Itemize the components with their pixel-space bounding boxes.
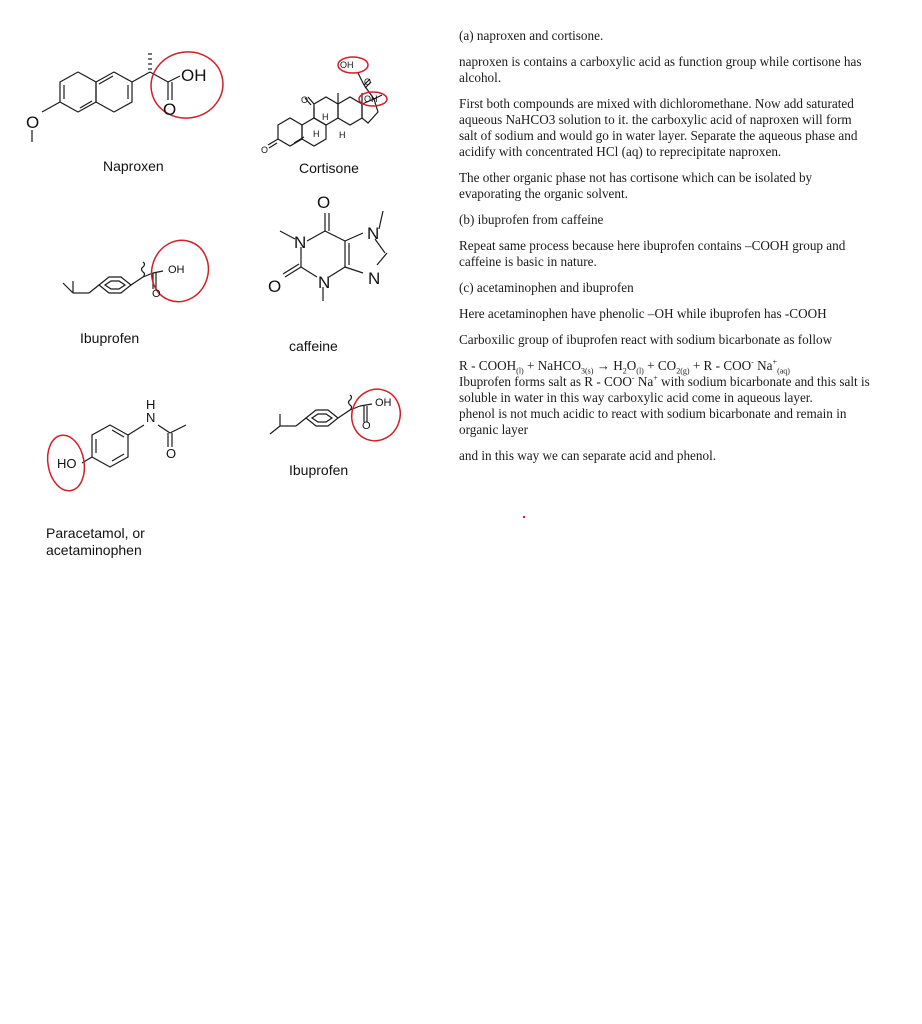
- ibuprofen-left-oh-label: OH: [168, 264, 185, 276]
- part-c-paragraph-5: and in this way we can separate acid and phenol.: [459, 448, 717, 463]
- part-a-paragraph-3: The other organic phase not has cortisone which can be isolated by evaporating the organic solvent.: [459, 170, 813, 201]
- naproxen-oh-label: OH: [181, 66, 207, 85]
- paracetamol-caption-line1: Paracetamol, or: [46, 525, 145, 541]
- ibuprofen-right-skeleton: [262, 382, 412, 452]
- paracetamol-ho-label: HO: [57, 456, 77, 471]
- paracetamol-n-label: N: [146, 410, 156, 425]
- cortisone-side-oh-label: OH: [364, 94, 378, 104]
- naproxen-skeleton: [20, 50, 230, 150]
- part-c-heading: (c) acetaminophen and ibuprofen: [459, 280, 634, 295]
- part-a-paragraph-1: naproxen is contains a carboxylic acid as function group while cortisone has alcohol.: [459, 54, 862, 85]
- ibuprofen-right-o-label: O: [362, 420, 371, 432]
- caffeine-caption: caffeine: [289, 338, 338, 354]
- ibuprofen-left-skeleton: [55, 235, 220, 310]
- ibuprofen-left-caption: Ibuprofen: [80, 330, 140, 346]
- cortisone-11-o-label: O: [301, 95, 309, 105]
- part-c-paragraph-2: Carboxilic group of ibuprofen react with sodium bicarbonate as follow: [459, 332, 833, 347]
- paracetamol-caption-line2: acetaminophen: [46, 542, 142, 558]
- caffeine-n1-label: N: [294, 233, 307, 252]
- paracetamol-o-label: O: [166, 446, 177, 461]
- caffeine-o-left-label: O: [268, 277, 282, 296]
- part-a-paragraph-2: First both compounds are mixed with dichloromethane. Now add saturated aqueous NaHCO3 solution to it. the carboxylic acid of naproxen will form salt of sodium and would go in water layer. Separate the aqueous phase and acidify with concentrated HCl (aq) to reprecipitate naproxen.: [459, 96, 858, 159]
- cortisone-h-label: H: [313, 129, 320, 139]
- answer-text: [459, 28, 871, 474]
- reaction-equation: R - $COOH_{(l)}$ + NaHCO$_{3(s)}$ → $H_2O_{(l)} + CO_{2(g)} + R - COO^-$ $Na^+_{(aq)}$: [459, 357, 790, 376]
- part-b-paragraph-1: Repeat same process because here ibuprofen contains –COOH group and caffeine is basic in nature.: [459, 238, 846, 269]
- cortisone-top-oh-label: OH: [340, 60, 354, 70]
- paracetamol-h-label: H: [146, 397, 156, 412]
- naproxen-o-label: O: [163, 100, 177, 119]
- cortisone-ketone-o-label: O: [364, 77, 372, 87]
- part-b-heading: (b) ibuprofen from caffeine: [459, 212, 604, 227]
- caffeine-n9-label: N: [368, 269, 381, 288]
- caffeine-o-top-label: O: [317, 193, 331, 212]
- caffeine-n7-label: N: [367, 224, 380, 243]
- cortisone-h-label: H: [322, 112, 329, 122]
- cortisone-skeleton: [258, 55, 398, 160]
- naproxen-caption: Naproxen: [103, 158, 164, 174]
- naproxen-methoxy-o-label: O: [26, 113, 40, 132]
- part-c-paragraph-1: Here acetaminophen have phenolic –OH while ibuprofen has -COOH: [459, 306, 827, 321]
- ibuprofen-left-o-label: O: [152, 288, 161, 300]
- ibuprofen-right-caption: Ibuprofen: [289, 462, 349, 478]
- caffeine-n3-label: N: [318, 273, 331, 292]
- part-c-paragraph-3: Ibuprofen forms salt as R - COO- Na+ with sodium bicarbonate and this salt is soluble in water in this way carboxylic acid come in aqueous layer.: [459, 373, 870, 405]
- cortisone-3-o-label: O: [261, 145, 269, 155]
- part-c-paragraph-4: phenol is not much acidic to react with sodium bicarbonate and remain in organic layer: [459, 406, 847, 437]
- paracetamol-skeleton: [40, 395, 200, 495]
- cortisone-caption: Cortisone: [299, 160, 359, 176]
- red-mark: [523, 516, 525, 518]
- part-a-heading: (a) naproxen and cortisone.: [459, 28, 604, 43]
- cortisone-h-label: H: [339, 130, 346, 140]
- ibuprofen-right-oh-label: OH: [375, 397, 392, 409]
